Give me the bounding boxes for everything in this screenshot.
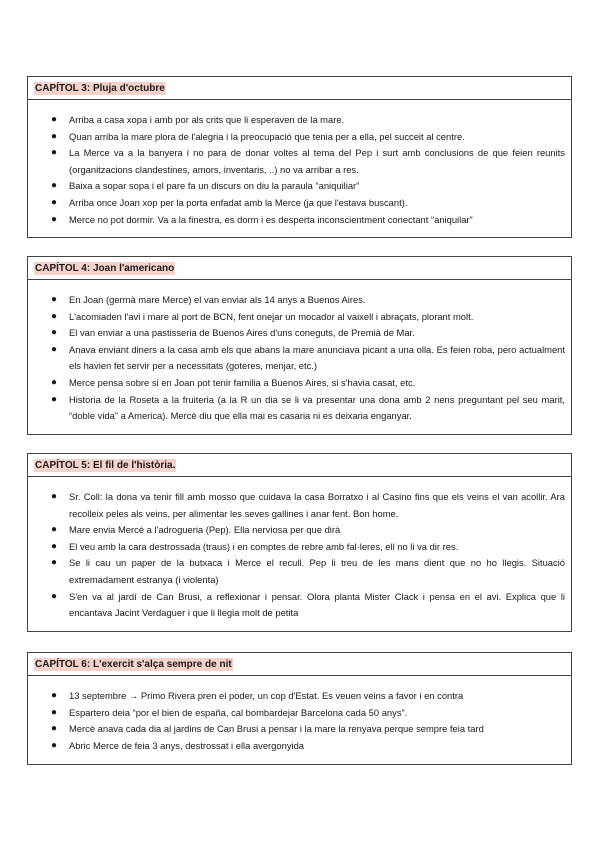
list-item: ● Baixa a sopar sopa i el pare fa un discurs on diu la paraula “aniquiliar”	[48, 178, 565, 195]
list-item: ● S'en va al jardí de Can Brusi, a reflexionar i pensar. Olora planta Mister Clack i pensa en el avi. Explica que li encantava Jacint Verdaguer i que li llegia molt de petita	[51, 590, 565, 619]
list-item: ● Se li cau un paper de la butxaca i Merce el recull. Pep li treu de les mans dient que no ho llegis. Situació extremadament estranya (i violenta)	[51, 557, 565, 585]
chapter-5-list	[28, 477, 571, 622]
list-item: ● El veu amb la cara destrossada (traus) i en comptes de rebre amb fal·leres, ell no li va dir res.	[48, 539, 565, 556]
bullet-icon: ●	[51, 147, 58, 159]
list-item: ● 13 septembre → Primo Rivera pren el poder, un cop d'Estat. Es veuen veins a favor i en contra	[48, 688, 565, 705]
bullet-icon: ●	[51, 114, 58, 125]
list-item: ● En Joan (germà mare Merce) el van enviar als 14 anys a Buenos Aires.	[48, 292, 565, 309]
list-item: ● Historia de la Roseta a la fruiteria (a la R un dia se li va presentar una dona amb 2 nens preguntant pel seu marit, “doble vida” a America). Mercè diu que ella mai es casaria ni es deixaria enganyar.	[51, 393, 565, 422]
bullet-icon: ●	[51, 706, 58, 718]
bullet-icon: ●	[51, 557, 58, 569]
list-item: ● Sr. Coll: la dona va tenir fill amb mosso que cuidava la casa Borratxo i al Casino fins que els veins el van acollir. Ara recolleix peles als veins, per alimentar les seves gallines i anar fent. Bon home.	[51, 491, 565, 519]
bullet-icon: ●	[51, 540, 58, 552]
chapter-6-box	[27, 652, 572, 765]
bullet-icon: ●	[51, 524, 58, 536]
list-item: ● Merce no pot dormir. Va a la finestra, es dorm i es desperta inconscientment conectant “aniquilar”	[48, 212, 565, 229]
list-item: ● La Merce va a la banyera i no para de donar voltes al tema del Pep i surt amb conclusions de que feien reunits (organitzacions clandestines, amors, inventaris, ..) no va arribar a res.	[51, 147, 565, 175]
chapter-3-list	[28, 100, 571, 228]
chapter-6-list	[28, 676, 571, 754]
chapter-4-list	[28, 280, 571, 425]
chapter-4-box	[27, 256, 572, 435]
list-item: ● Arriba once Joan xop per la porta enfadat amb la Merce (ja que l'estava buscant).	[48, 195, 565, 212]
chapter-4-header	[28, 257, 571, 280]
list-item: ● Anava enviant diners a la casa amb els que abans la mare anunciava picant a una olla. Es feien roba, pero actualment els havien fet servir per a necessitats (goteres, menjar, etc.)	[51, 343, 565, 372]
bullet-icon: ●	[51, 690, 58, 701]
list-item: ● Mercè anava cada dia al jardins de Can Brusi a pensar i la mare la renyava perque sempre feia tard	[48, 721, 565, 738]
list-item: ● Espartero deia “por el bien de españa, cal bombardejar Barcelona cada 50 anys”.	[48, 705, 565, 722]
chapter-6-header	[28, 653, 571, 676]
bullet-icon: ●	[51, 310, 58, 322]
chapter-6-title: CAPÍTOL 6: L'exercit s'alça sempre de nit	[35, 658, 232, 670]
chapter-5-header	[28, 454, 571, 477]
list-item: ● Quan arriba la mare plora de l'alegria i la preocupació que tenia per a ella, pel succeit al centre.	[48, 129, 565, 146]
chapter-3-box	[27, 76, 572, 238]
bullet-icon: ●	[51, 180, 58, 192]
bullet-icon: ●	[51, 491, 58, 502]
bullet-icon: ●	[51, 723, 58, 735]
bullet-icon: ●	[51, 130, 58, 142]
list-item: ● El van enviar a una pastisseria de Buenos Aires d'uns coneguts, de Premià de Mar.	[48, 325, 565, 342]
chapter-4-title: CAPÍTOL 4: Joan l'americano	[35, 262, 175, 274]
bullet-icon: ●	[51, 294, 58, 305]
chapter-3-header	[28, 77, 571, 100]
bullet-icon: ●	[51, 393, 58, 405]
bullet-icon: ●	[51, 327, 58, 339]
bullet-icon: ●	[51, 376, 58, 388]
bullet-icon: ●	[51, 739, 58, 751]
chapter-5-box	[27, 453, 572, 632]
bullet-icon: ●	[51, 213, 58, 225]
list-item: ● L'acomiaden l'avi i mare al port de BCN, fent onejar un mocador al vaixell i abraçats, plorant molt.	[48, 309, 565, 326]
chapter-5-title: CAPÍTOL 5: El fil de l'història.	[35, 459, 176, 471]
bullet-icon: ●	[51, 196, 58, 208]
bullet-icon: ●	[51, 343, 58, 355]
list-item: ● Merce pensa sobre si en Joan pot tenir familia a Buenos Aires, si s'havia casat, etc.	[48, 375, 565, 392]
list-item: ● Abric Merce de feia 3 anys, destrossat i ella avergonyida	[48, 738, 565, 755]
list-item: ● Mare envia Mercè a l'adrogueria (Pep). Ella nerviosa per que dirà	[48, 522, 565, 539]
chapter-3-title: CAPÍTOL 3: Pluja d'octubre	[35, 82, 165, 94]
bullet-icon: ●	[51, 590, 58, 602]
list-item: ● Arriba a casa xopa i amb por als crits que li esperaven de la mare.	[48, 112, 565, 129]
